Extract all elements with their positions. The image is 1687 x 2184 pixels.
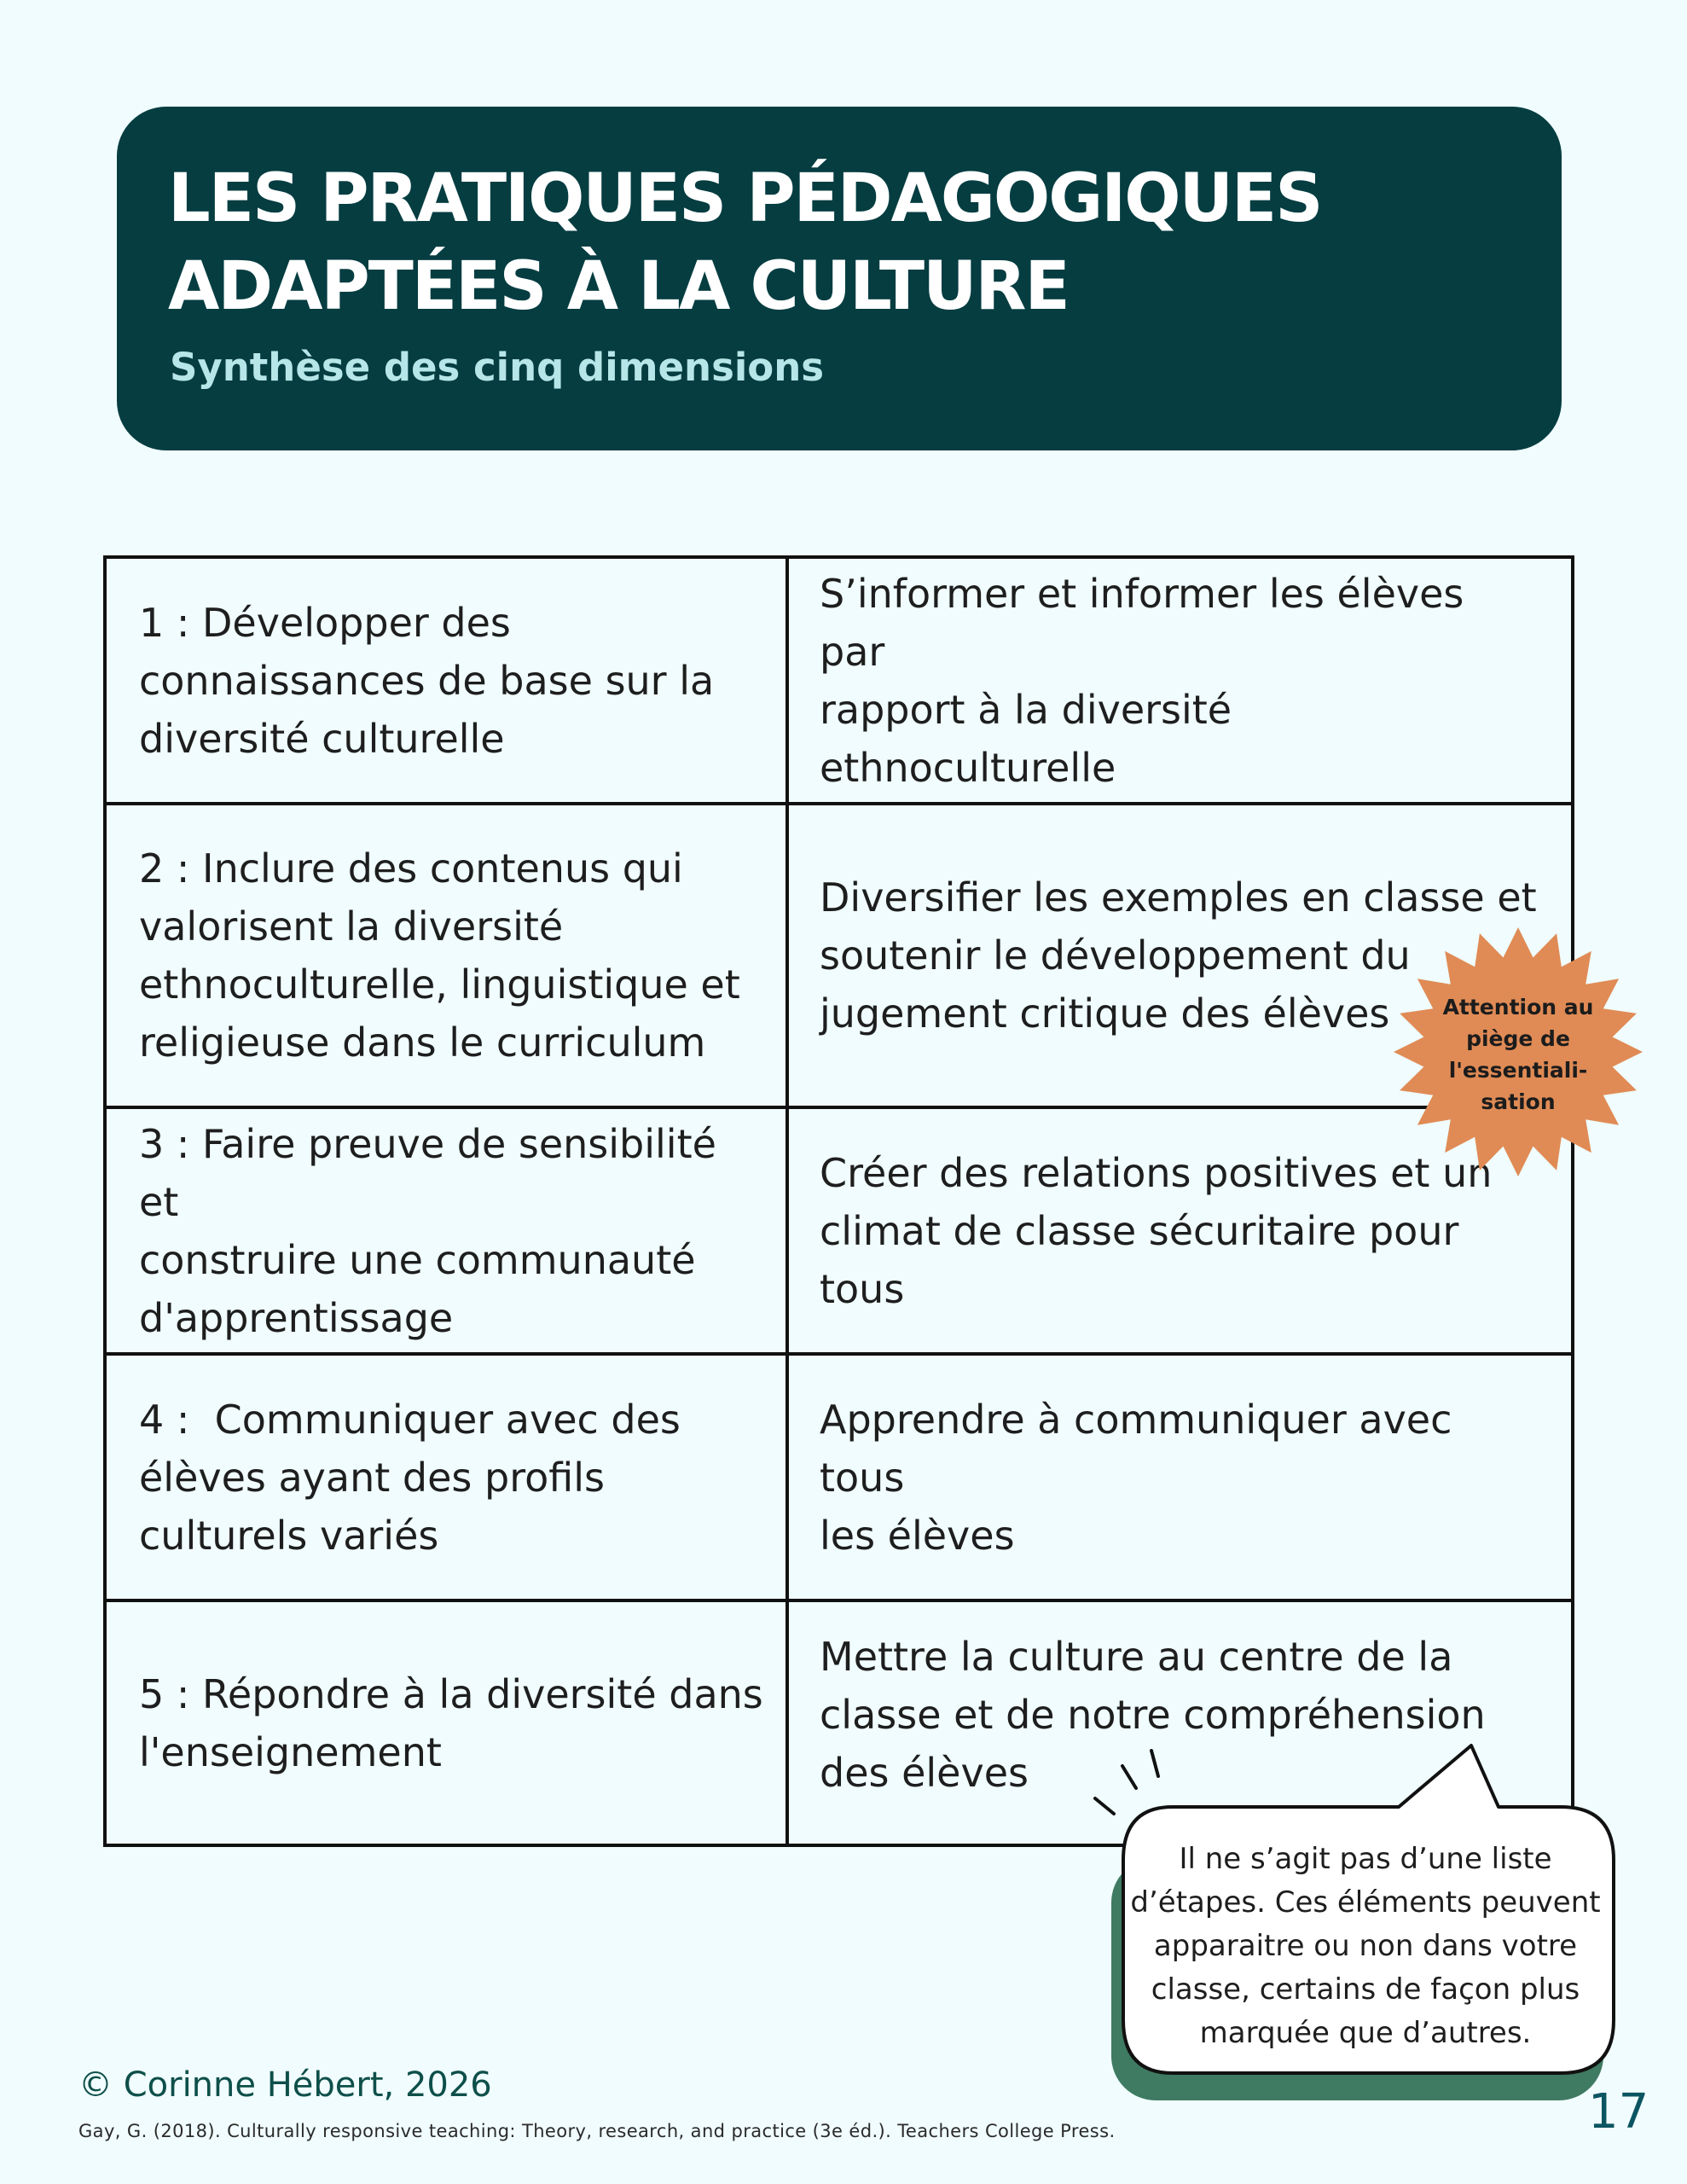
warning-starburst (1392, 926, 1644, 1178)
cell-line: 5 : Répondre à la diversité dans (139, 1670, 763, 1717)
cell-line: valorisent la diversité (139, 903, 564, 950)
cell-line: Apprendre à communiquer avec tous (820, 1396, 1452, 1501)
cell-line: rapport à la diversité ethnoculturelle (820, 686, 1232, 791)
header-banner (117, 107, 1562, 450)
dimension-cell (107, 805, 789, 1106)
cell-line: 1 : Développer des (139, 599, 511, 646)
copyright-notice: © Corinne Hébert, 2026 (78, 2065, 492, 2105)
page-number: 17 (1588, 2084, 1649, 2140)
dimension-cell (107, 559, 789, 802)
dimension-cell (107, 1109, 789, 1352)
table-row (107, 559, 1571, 805)
cell-line: S’informer et informer les élèves par (820, 570, 1464, 675)
cell-line: climat de classe sécuritaire pour tous (820, 1207, 1459, 1312)
bubble-line: marquée que d’autres. (1199, 2016, 1532, 2050)
cell-line: classe et de notre compréhension (820, 1692, 1486, 1738)
page-subtitle: Synthèse des cinq dimensions (170, 345, 825, 390)
cell-line: construire une communauté (139, 1236, 696, 1283)
starburst-line: l'essentiali- (1448, 1058, 1588, 1083)
cell-line: les élèves (820, 1512, 1015, 1559)
cell-line: Mettre la culture au centre de la (820, 1634, 1453, 1680)
table-row (107, 1356, 1571, 1602)
cell-line: diversité culturelle (139, 715, 505, 762)
citation-reference: Gay, G. (2018). Culturally responsive teaching: Theory, research, and practice (3e éd.). Teachers College Press. (78, 2121, 1116, 2141)
cell-line: élèves ayant des profils (139, 1454, 605, 1501)
cell-line: Créer des relations positives et un (820, 1149, 1493, 1196)
starburst-text (1433, 991, 1603, 1118)
cell-line: connaissances de base sur la (139, 657, 715, 704)
cell-line: l'enseignement (139, 1728, 442, 1775)
starburst-line: sation (1481, 1089, 1556, 1114)
dimension-cell (107, 1356, 789, 1599)
page-title-line: LES PRATIQUES PÉDAGOGIQUES (168, 160, 1322, 237)
bubble-line: d’étapes. Ces éléments peuvent (1130, 1885, 1601, 1920)
cell-line: jugement critique des élèves (820, 990, 1390, 1037)
bubble-line: apparaitre ou non dans votre (1153, 1929, 1578, 1963)
cell-line: d'apprentissage (139, 1294, 454, 1341)
cell-line: culturels variés (139, 1512, 439, 1559)
practice-cell (789, 559, 1571, 802)
dimensions-table (103, 555, 1574, 1847)
practice-cell (789, 1356, 1571, 1599)
speech-bubble-text (1130, 1838, 1601, 2055)
table-row (107, 805, 1571, 1109)
cell-line: 3 : Faire preuve de sensibilité et (139, 1120, 716, 1225)
bubble-line: Il ne s’agit pas d’une liste (1179, 1842, 1552, 1876)
cell-line: soutenir le développement du (820, 932, 1411, 979)
starburst-line: piège de (1466, 1026, 1570, 1051)
cell-line: 2 : Inclure des contenus qui (139, 845, 683, 892)
bubble-line: classe, certains de façon plus (1151, 1972, 1580, 2007)
cell-line: 4 : Communiquer avec des (139, 1396, 681, 1443)
table-row (107, 1109, 1571, 1356)
page-title-line: ADAPTÉES À LA CULTURE (168, 248, 1069, 325)
cell-line: Diversifier les exemples en classe et (820, 874, 1537, 921)
dimension-cell (107, 1602, 789, 1844)
cell-line: ethnoculturelle, linguistique et (139, 961, 740, 1008)
speech-bubble-note (1096, 1742, 1620, 2105)
page-title (168, 155, 1499, 331)
cell-line: des élèves (820, 1750, 1029, 1796)
cell-line: religieuse dans le curriculum (139, 1019, 706, 1066)
starburst-line: Attention au (1442, 995, 1594, 1019)
